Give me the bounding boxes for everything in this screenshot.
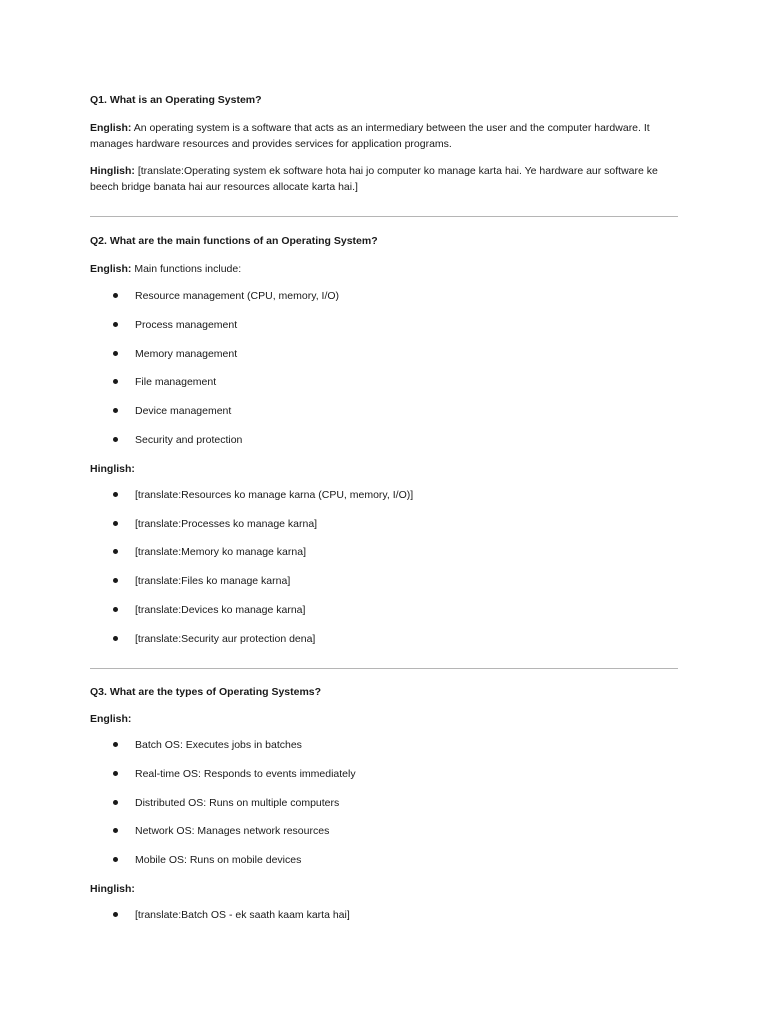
q3-hinglish-list	[90, 908, 680, 937]
section-divider	[90, 216, 678, 217]
bullet-icon	[113, 521, 118, 526]
q1-hinglish-answer	[90, 163, 680, 195]
list-item	[90, 603, 680, 632]
q1-english-text: An operating system is a software that acts as an intermediary between the user and the computer hardware. It manages hardware resources and provides services for application programs.	[90, 122, 650, 150]
bullet-icon	[113, 408, 118, 413]
list-item	[90, 853, 680, 882]
bullet-icon	[113, 771, 118, 776]
list-item-text: [translate:Devices ko manage karna]	[135, 603, 306, 616]
q2-english-list	[90, 289, 680, 462]
list-item	[90, 289, 680, 318]
list-item-text: Security and protection	[135, 433, 243, 446]
list-item-text: Network OS: Manages network resources	[135, 825, 330, 838]
bullet-icon	[113, 912, 118, 917]
list-item	[90, 318, 680, 347]
bullet-icon	[113, 607, 118, 612]
bullet-icon	[113, 293, 118, 298]
list-item	[90, 545, 680, 574]
list-item	[90, 767, 680, 796]
list-item-text: File management	[135, 376, 217, 389]
q1-section	[90, 93, 680, 206]
q3-question: Q3. What are the types of Operating Systems?	[90, 686, 322, 698]
list-item	[90, 517, 680, 546]
q3-english-label: English:	[90, 713, 132, 725]
q2-section	[90, 234, 680, 661]
list-item-text: Resource management (CPU, memory, I/O)	[135, 290, 340, 302]
q3-section	[90, 685, 680, 937]
q2-english-text: Main functions include:	[131, 263, 242, 275]
list-item	[90, 347, 680, 376]
bullet-icon	[113, 549, 118, 554]
list-item	[90, 824, 680, 853]
q2-question: Q2. What are the main functions of an Operating System?	[90, 235, 378, 247]
list-item	[90, 404, 680, 433]
list-item-text: Process management	[135, 318, 238, 331]
bullet-icon	[113, 492, 118, 497]
bullet-icon	[113, 857, 118, 862]
bullet-icon	[113, 800, 118, 805]
q2-english-intro	[90, 261, 680, 277]
list-item-text: Mobile OS: Runs on mobile devices	[135, 854, 302, 867]
q2-hinglish-label: Hinglish:	[90, 462, 135, 475]
list-item-text: [translate:Files ko manage karna]	[135, 575, 291, 588]
list-item-text: [translate:Batch OS - ek saath kaam karta hai]	[135, 908, 350, 921]
bullet-icon	[113, 379, 118, 384]
bullet-icon	[113, 322, 118, 327]
q1-hinglish-text: [translate:Operating system ek software hota hai jo computer ko manage karta hai. Ye hardware aur software ke beech bridge banata hai aur resources allocate karta hai.]	[90, 165, 658, 193]
list-item-text: Device management	[135, 405, 232, 418]
list-item	[90, 908, 680, 937]
list-item	[90, 488, 680, 517]
list-item-text: Distributed OS: Runs on multiple computers	[135, 796, 340, 809]
list-item	[90, 632, 680, 661]
list-item	[90, 375, 680, 404]
q1-english-label: English:	[90, 122, 132, 134]
list-item-text: [translate:Security aur protection dena]	[135, 632, 316, 645]
bullet-icon	[113, 351, 118, 356]
q2-hinglish-list	[90, 488, 680, 661]
bullet-icon	[113, 437, 118, 442]
q2-english-label: English:	[90, 263, 132, 275]
list-item-text: [translate:Resources ko manage karna (CPU, memory, I/O)]	[135, 488, 414, 501]
q1-question: Q1. What is an Operating System?	[90, 94, 262, 106]
list-item-text: Batch OS: Executes jobs in batches	[135, 739, 302, 751]
bullet-icon	[113, 742, 118, 747]
list-item-text: [translate:Memory ko manage karna]	[135, 546, 306, 559]
bullet-icon	[113, 578, 118, 583]
q1-english-answer	[90, 120, 680, 152]
section-divider	[90, 668, 678, 669]
bullet-icon	[113, 636, 118, 641]
list-item	[90, 738, 680, 767]
list-item-text: [translate:Processes ko manage karna]	[135, 517, 318, 530]
list-item-text: Real-time OS: Responds to events immediately	[135, 767, 356, 780]
q3-english-list	[90, 738, 680, 882]
list-item	[90, 796, 680, 825]
q3-hinglish-label: Hinglish:	[90, 882, 135, 895]
bullet-icon	[113, 828, 118, 833]
q1-hinglish-label: Hinglish:	[90, 165, 135, 177]
list-item	[90, 574, 680, 603]
list-item-text: Memory management	[135, 347, 238, 360]
list-item	[90, 433, 680, 462]
